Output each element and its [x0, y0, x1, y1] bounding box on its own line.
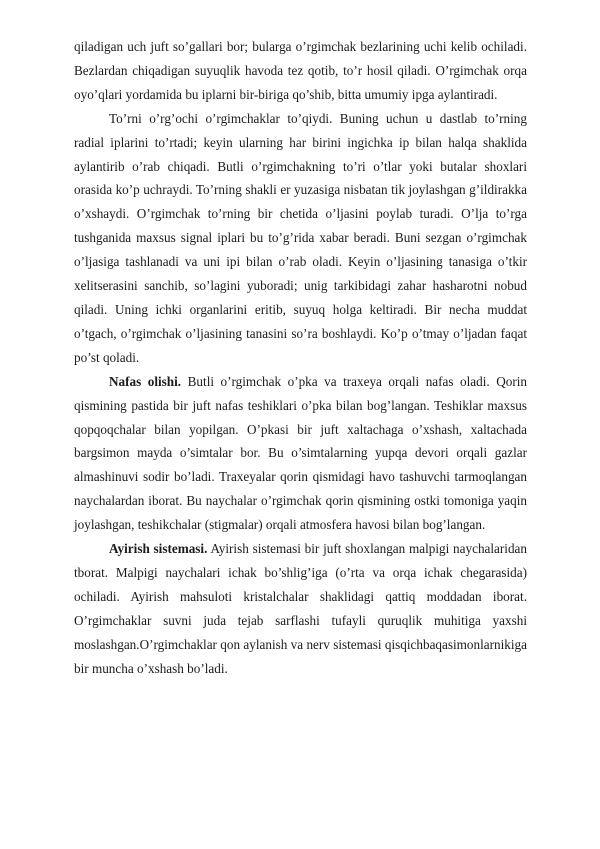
document-page: [74, 35, 527, 680]
paragraph-intro: qiladigan uch juft so’gallari bor; bularga o’rgimchak bezlarining uchi kelib ochiladi. Bezlardan chiqadigan suyuqlik havoda tez qotib, to’r hosil qiladi. O’rgimchak orqa oyo’qlari yordamida bu iplarni bir-biriga qo’shib, bitta umumiy ipga aylantiradi.: [74, 39, 527, 102]
paragraph-web-weaving: To’rni o’rg’ochi o’rgimchaklar to’qiydi. Buning uchun u dastlab to’rning radial iplarini to’rtadi; keyin ularning har birini ingichka ip bilan halqa shaklida aylantirib o’rab chiqadi. Butli o’rgimchakning to’ri o’tlar yoki butalar shoxlari orasida ko’p uchraydi. To’rning shakli er yuzasiga nisbatan tik joylashgan g’ildirakka o’xshaydi. O’rgimchak to’rning bir chetida o’ljasini poylab turadi. O’lja to’rga tushganida maxsus signal iplari bu to’g’rida xabar beradi. Buni sezgan o’rgimchak o’ljasiga tashlanadi va uni ipi bilan o’rab oladi. Keyin o’ljasining tanasiga o’tkir xelitserasini sanchib, so’lagini yuboradi; unig tarkibidagi zahar hasharotni nobud qiladi. Uning ichki organlarini eritib, suyuq holga keltiradi. Bir necha muddat o’tgach, o’rgimchak o’ljasining tanasini so’ra boshlaydi. Ko’p o’tmay o’ljadan faqat po’st qoladi.: [74, 110, 527, 365]
heading-excretion: Ayirish sistemasi.: [109, 541, 208, 557]
heading-respiration: Nafas olishi.: [109, 373, 182, 389]
paragraph-respiration-body: Butli o’rgimchak o’pka va traxeya orqali nafas oladi. Qorin qismining pastida bir juft nafas teshiklari o’pka bilan bog’langan. Teshiklar maxsus qopqoqchalar bilan yopilgan. O’pkasi bir juft xaltachaga o’xshash, xaltachada bargsimon mayda o’simtalar bor. Bu o’simtalarning yupqa devori orqali gazlar almashinuvi sodir bo’ladi. Traxeyalar qorin qismidagi havo tashuvchi tarmoqlangan naychalardan iborat. Bu naychalar o’rgimchak qorin qismining ostki tomoniga yaqin joylashgan, teshikchalar (stigmalar) orqali atmosfera havosi bilan bog’langan.: [74, 373, 527, 533]
paragraph-excretion: [74, 537, 527, 680]
paragraph-excretion-body: Ayirish sistemasi bir juft shoxlangan malpigi naychalaridan tborat. Malpigi naychalari ichak bo’shlig’iga (o’rta va orqa ichak chegarasida) ochiladi. Ayirish mahsuloti kristalchalar shaklidagi qattiq moddadan iborat. O’rgimchaklar suvni juda tejab sarflashi tufayli quruqlik muhitiga yaxshi moslashgan.O’rgimchaklar qon aylanish va nerv sistemasi qisqichbaqasimonlarnikiga bir muncha o’xshash bo’ladi.: [74, 541, 527, 676]
paragraph-respiration: [74, 370, 527, 537]
